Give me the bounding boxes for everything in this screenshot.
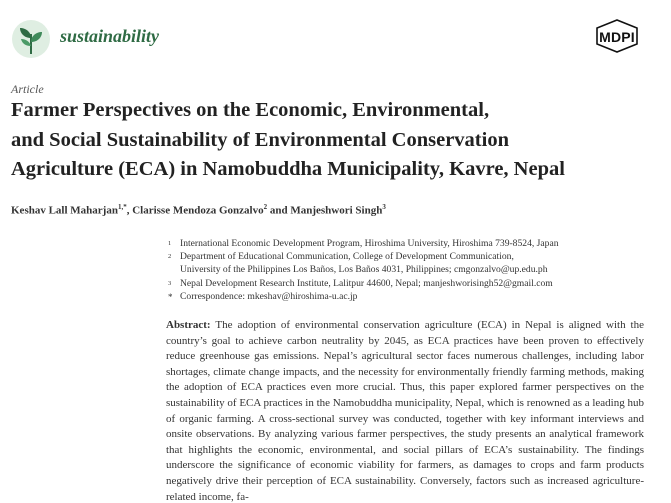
publisher-name: MDPI [599,29,635,45]
affiliation-item [166,237,646,250]
author-list [11,203,386,217]
author-affiliation-mark: 1,* [117,203,127,211]
affiliation-text: University of the Philippines Los Baños, Los Baños 4031, Philippines; cmgonzalvo@up.edu.ph [180,264,548,276]
affiliation-mark: 3 [168,279,172,287]
correspondence-item [166,290,646,303]
author-affiliation-mark: 3 [382,203,386,211]
leaf-sprout-icon [12,20,50,58]
author-name[interactable]: Manjeshwori Singh [290,204,383,217]
affiliation-mark: 2 [168,253,172,261]
affiliation-item [166,263,646,276]
title-line: Agriculture (ECA) in Namobuddha Municipality, Kavre, Nepal [11,158,565,180]
author-affiliation-mark: 2 [263,203,268,211]
affiliation-mark: 1 [168,240,172,247]
abstract-text: The adoption of environmental conservation agriculture (ECA) in Nepal is aligned with the country’s goal to achieve carbon neutrality by 2045, as ECA practices have been proven to effectively reduce greenhouse gas emissions. Nepal’s agricultural sector faces numerous challenges, including labor shortages, climate change impacts, and the necessity for environmentally friendly farming methods, making the adoption of ECA practices even more crucial. Thus, this paper explored farmer perspectives on the sustainability of ECA practices in the Namobuddha municipality, Nepal, which is renowned as a leading hub of organic farming. A cross-sectional survey was conducted, together with key informant interviews and onsite observations. By analyzing various farmer perspectives, the study presents an analytical framework that highlights the economic, environmental, and social pillars of ECA’s sustainability. The findings underscore the significance of economic viability for farmers, as damages to crops and farm products negatively drive their perception of ECA sustainability. Conversely, factors such as increased agriculture-related income, fa- [166,319,644,503]
abstract-label: Abstract: [166,319,211,331]
author-separator: , [126,204,133,217]
journal-header [0,0,671,62]
title-line: and Social Sustainability of Environmental Conservation [11,128,509,151]
journal-name[interactable]: sustainability [60,26,160,46]
author-name[interactable]: Keshav Lall Maharjan [11,204,118,217]
affiliations [166,237,646,303]
affiliation-item [166,250,646,263]
affiliation-text: Department of Educational Communication, College of Development Communication, [180,251,514,263]
title-line: Farmer Perspectives on the Economic, Environmental, [11,99,490,121]
author-name[interactable]: Clarisse Mendoza Gonzalvo [132,204,264,217]
abstract [166,318,644,503]
author-separator: and [267,204,291,217]
article-type: Article [11,82,44,96]
correspondence-text[interactable]: Correspondence: mkeshav@hiroshima-u.ac.jp [180,290,358,302]
affiliation-text: Nepal Development Research Institute, Lalitpur 44600, Nepal; manjeshworisingh52@gmail.com [180,277,553,289]
mdpi-logo[interactable] [594,19,640,53]
correspondence-mark: * [168,291,173,302]
affiliation-item [166,277,646,290]
affiliation-text: International Economic Development Program, Hiroshima University, Hiroshima 739-8524, Japan [180,238,559,249]
article-title [11,96,661,185]
